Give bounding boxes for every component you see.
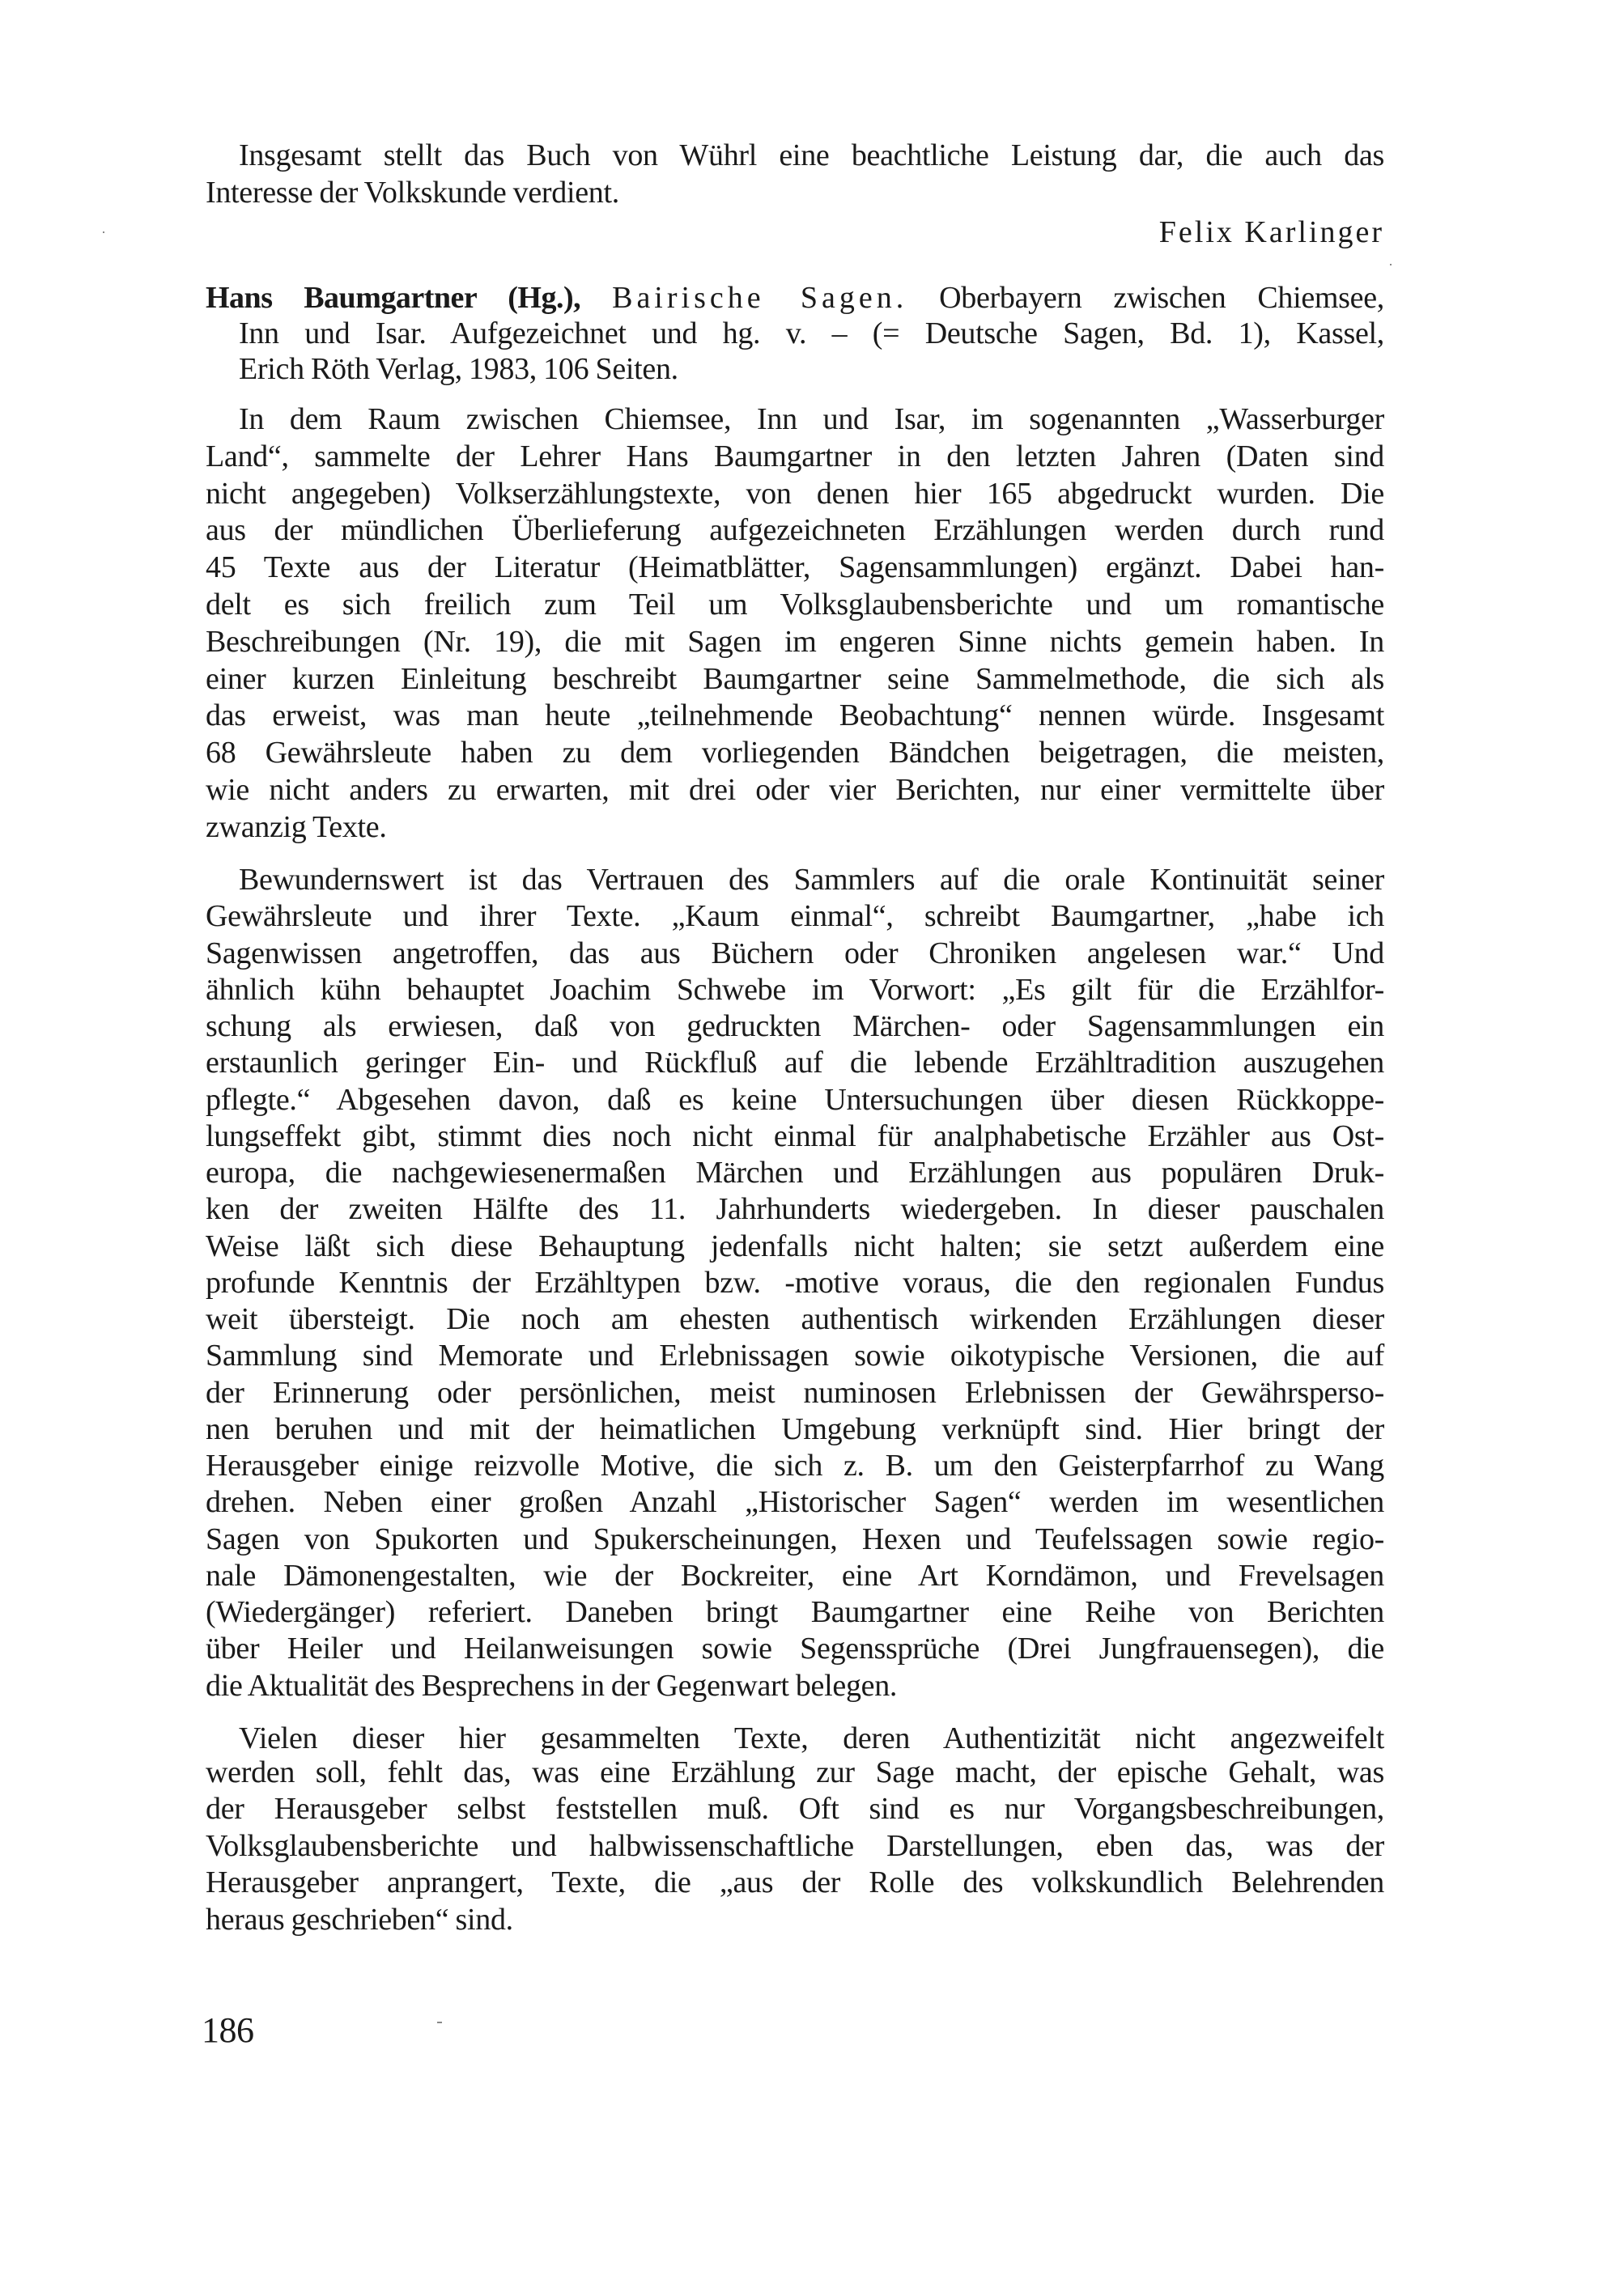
paragraph-1-line: aus der mündlichen Überlieferung aufgezeichneten Erzählungen werden durch rund: [206, 513, 1384, 547]
bibliography-line-2: Inn und Isar. Aufgezeichnet und hg. v. – (= Deutsche Sagen, Bd. 1), Kassel,: [239, 316, 1384, 350]
scan-speck: [103, 231, 104, 233]
paragraph-2-line: schung als erwiesen, daß von gedruckten Märchen- oder Sagensammlungen ein: [206, 1009, 1384, 1043]
paragraph-1-line: 68 Gewährsleute haben zu dem vorliegenden Bändchen beigetragen, die meisten,: [206, 736, 1384, 770]
paragraph-2-line: profunde Kenntnis der Erzähltypen bzw. -motive voraus, die den regionalen Fundus: [206, 1266, 1384, 1300]
paragraph-2-line: lungseffekt gibt, stimmt dies noch nicht einmal für analphabetische Erzähler aus Ost-: [206, 1119, 1384, 1153]
scan-speck: [1390, 264, 1392, 265]
paragraph-3-line: Herausgeber anprangert, Texte, die „aus der Rolle des volkskundlich Belehrenden: [206, 1865, 1384, 1899]
paragraph-2-line: Bewundernswert ist das Vertrauen des Sammlers auf die orale Kontinuität seiner: [239, 863, 1384, 897]
bibliography-title: Bairische Sagen.: [612, 281, 908, 315]
paragraph-3-line: der Herausgeber selbst feststellen muß. Oft sind es nur Vorgangsbeschreibungen,: [206, 1792, 1384, 1826]
paragraph-2-line: Sagenwissen angetroffen, das aus Büchern oder Chroniken angelesen war.“ Und: [206, 936, 1384, 970]
paragraph-3-line: werden soll, fehlt das, was eine Erzählung zur Sage macht, der epische Gehalt, was: [206, 1755, 1384, 1789]
paragraph-2-line: nen beruhen und mit der heimatlichen Umgebung verknüpft sind. Hier bringt der: [206, 1412, 1384, 1446]
reviewer-signature: Felix Karlinger: [1158, 215, 1384, 249]
paragraph-2-line: über Heiler und Heilanweisungen sowie Segenssprüche (Drei Jungfrauensegen), die: [206, 1632, 1384, 1666]
bibliography-line-3: Erich Röth Verlag, 1983, 106 Seiten.: [239, 352, 678, 386]
paragraph-1-line: zwanzig Texte.: [206, 810, 387, 844]
paragraph-2-line: Sagen von Spukorten und Spukerscheinungen, Hexen und Teufelssagen sowie regio-: [206, 1522, 1384, 1556]
paragraph-2-line: nale Dämonengestalten, wie der Bockreiter, eine Art Korndämon, und Frevelsagen: [206, 1559, 1384, 1593]
paragraph-2-line: ken der zweiten Hälfte des 11. Jahrhunderts wiedergeben. In dieser pauschalen: [206, 1192, 1384, 1226]
paragraph-2-line: Herausgeber einige reizvolle Motive, die sich z. B. um den Geisterpfarrhof zu Wang: [206, 1449, 1384, 1483]
paragraph-1-line: wie nicht anders zu erwarten, mit drei oder vier Berichten, nur einer vermittelte über: [206, 773, 1384, 807]
bibliography-author: Hans Baumgartner (Hg.),: [206, 281, 581, 315]
paragraph-2-line: drehen. Neben einer großen Anzahl „Historischer Sagen“ werden im wesentlichen: [206, 1485, 1384, 1519]
paragraph-3-line: Vielen dieser hier gesammelten Texte, deren Authentizität nicht angezweifelt: [239, 1721, 1384, 1755]
paragraph-2-line: europa, die nachgewiesenermaßen Märchen und Erzählungen aus populären Druk-: [206, 1156, 1384, 1190]
bibliography-line-1: [206, 279, 1384, 316]
paragraph-2-line: der Erinnerung oder persönlichen, meist numinosen Erlebnissen der Gewährsperso-: [206, 1376, 1384, 1410]
paragraph-1-line: einer kurzen Einleitung beschreibt Baumgartner seine Sammelmethode, die sich als: [206, 662, 1384, 696]
paragraph-1-line: Land“, sammelte der Lehrer Hans Baumgartner in den letzten Jahren (Daten sind: [206, 439, 1384, 473]
paragraph-1-line: nicht angegeben) Volkserzählungstexte, von denen hier 165 abgedruckt wurden. Die: [206, 477, 1384, 511]
scan-speck: [437, 2022, 442, 2023]
paragraph-2-line: Weise läßt sich diese Behauptung jedenfalls nicht halten; sie setzt außerdem eine: [206, 1229, 1384, 1263]
paragraph-2-line: (Wiedergänger) referiert. Daneben bringt Baumgartner eine Reihe von Berichten: [206, 1595, 1384, 1629]
paragraph-3-line: heraus geschrieben“ sind.: [206, 1903, 513, 1937]
paragraph-3-line: Volksglaubensberichte und halbwissenschaftliche Darstellungen, eben das, was der: [206, 1829, 1384, 1863]
paragraph-2-line: Gewährsleute und ihrer Texte. „Kaum einmal“, schreibt Baumgartner, „habe ich: [206, 899, 1384, 933]
review-1-text-line: Insgesamt stellt das Buch von Wührl eine beachtliche Leistung dar, die auch das: [239, 138, 1384, 172]
paragraph-1-line: delt es sich freilich zum Teil um Volksglaubensberichte und um romantische: [206, 588, 1384, 622]
review-1-text-line: Interesse der Volkskunde verdient.: [206, 176, 619, 210]
paragraph-1-line: Beschreibungen (Nr. 19), die mit Sagen im engeren Sinne nichts gemein haben. In: [206, 625, 1384, 659]
paragraph-1-line: das erweist, was man heute „teilnehmende Beobachtung“ nennen würde. Insgesamt: [206, 698, 1384, 732]
page-number: 186: [202, 2010, 254, 2050]
paragraph-1-line: 45 Texte aus der Literatur (Heimatblätter, Sagensammlungen) ergänzt. Dabei han-: [206, 550, 1384, 584]
paragraph-2-line: weit übersteigt. Die noch am ehesten authentisch wirkenden Erzählungen dieser: [206, 1302, 1384, 1336]
paragraph-2-line: ähnlich kühn behauptet Joachim Schwebe im Vorwort: „Es gilt für die Erzählfor-: [206, 973, 1384, 1007]
paragraph-2-line: die Aktualität des Besprechens in der Gegenwart belegen.: [206, 1669, 898, 1703]
bibliography-subtitle: Oberbayern zwischen Chiemsee,: [939, 281, 1384, 315]
paragraph-2-line: Sammlung sind Memorate und Erlebnissagen sowie oikotypische Versionen, die auf: [206, 1339, 1384, 1373]
paragraph-2-line: pflegte.“ Abgesehen davon, daß es keine Untersuchungen über diesen Rückkoppe-: [206, 1083, 1384, 1117]
paragraph-1-line: In dem Raum zwischen Chiemsee, Inn und Isar, im sogenannten „Wasserburger: [239, 402, 1384, 436]
paragraph-2-line: erstaunlich geringer Ein- und Rückfluß auf die lebende Erzähltradition auszugehen: [206, 1046, 1384, 1080]
